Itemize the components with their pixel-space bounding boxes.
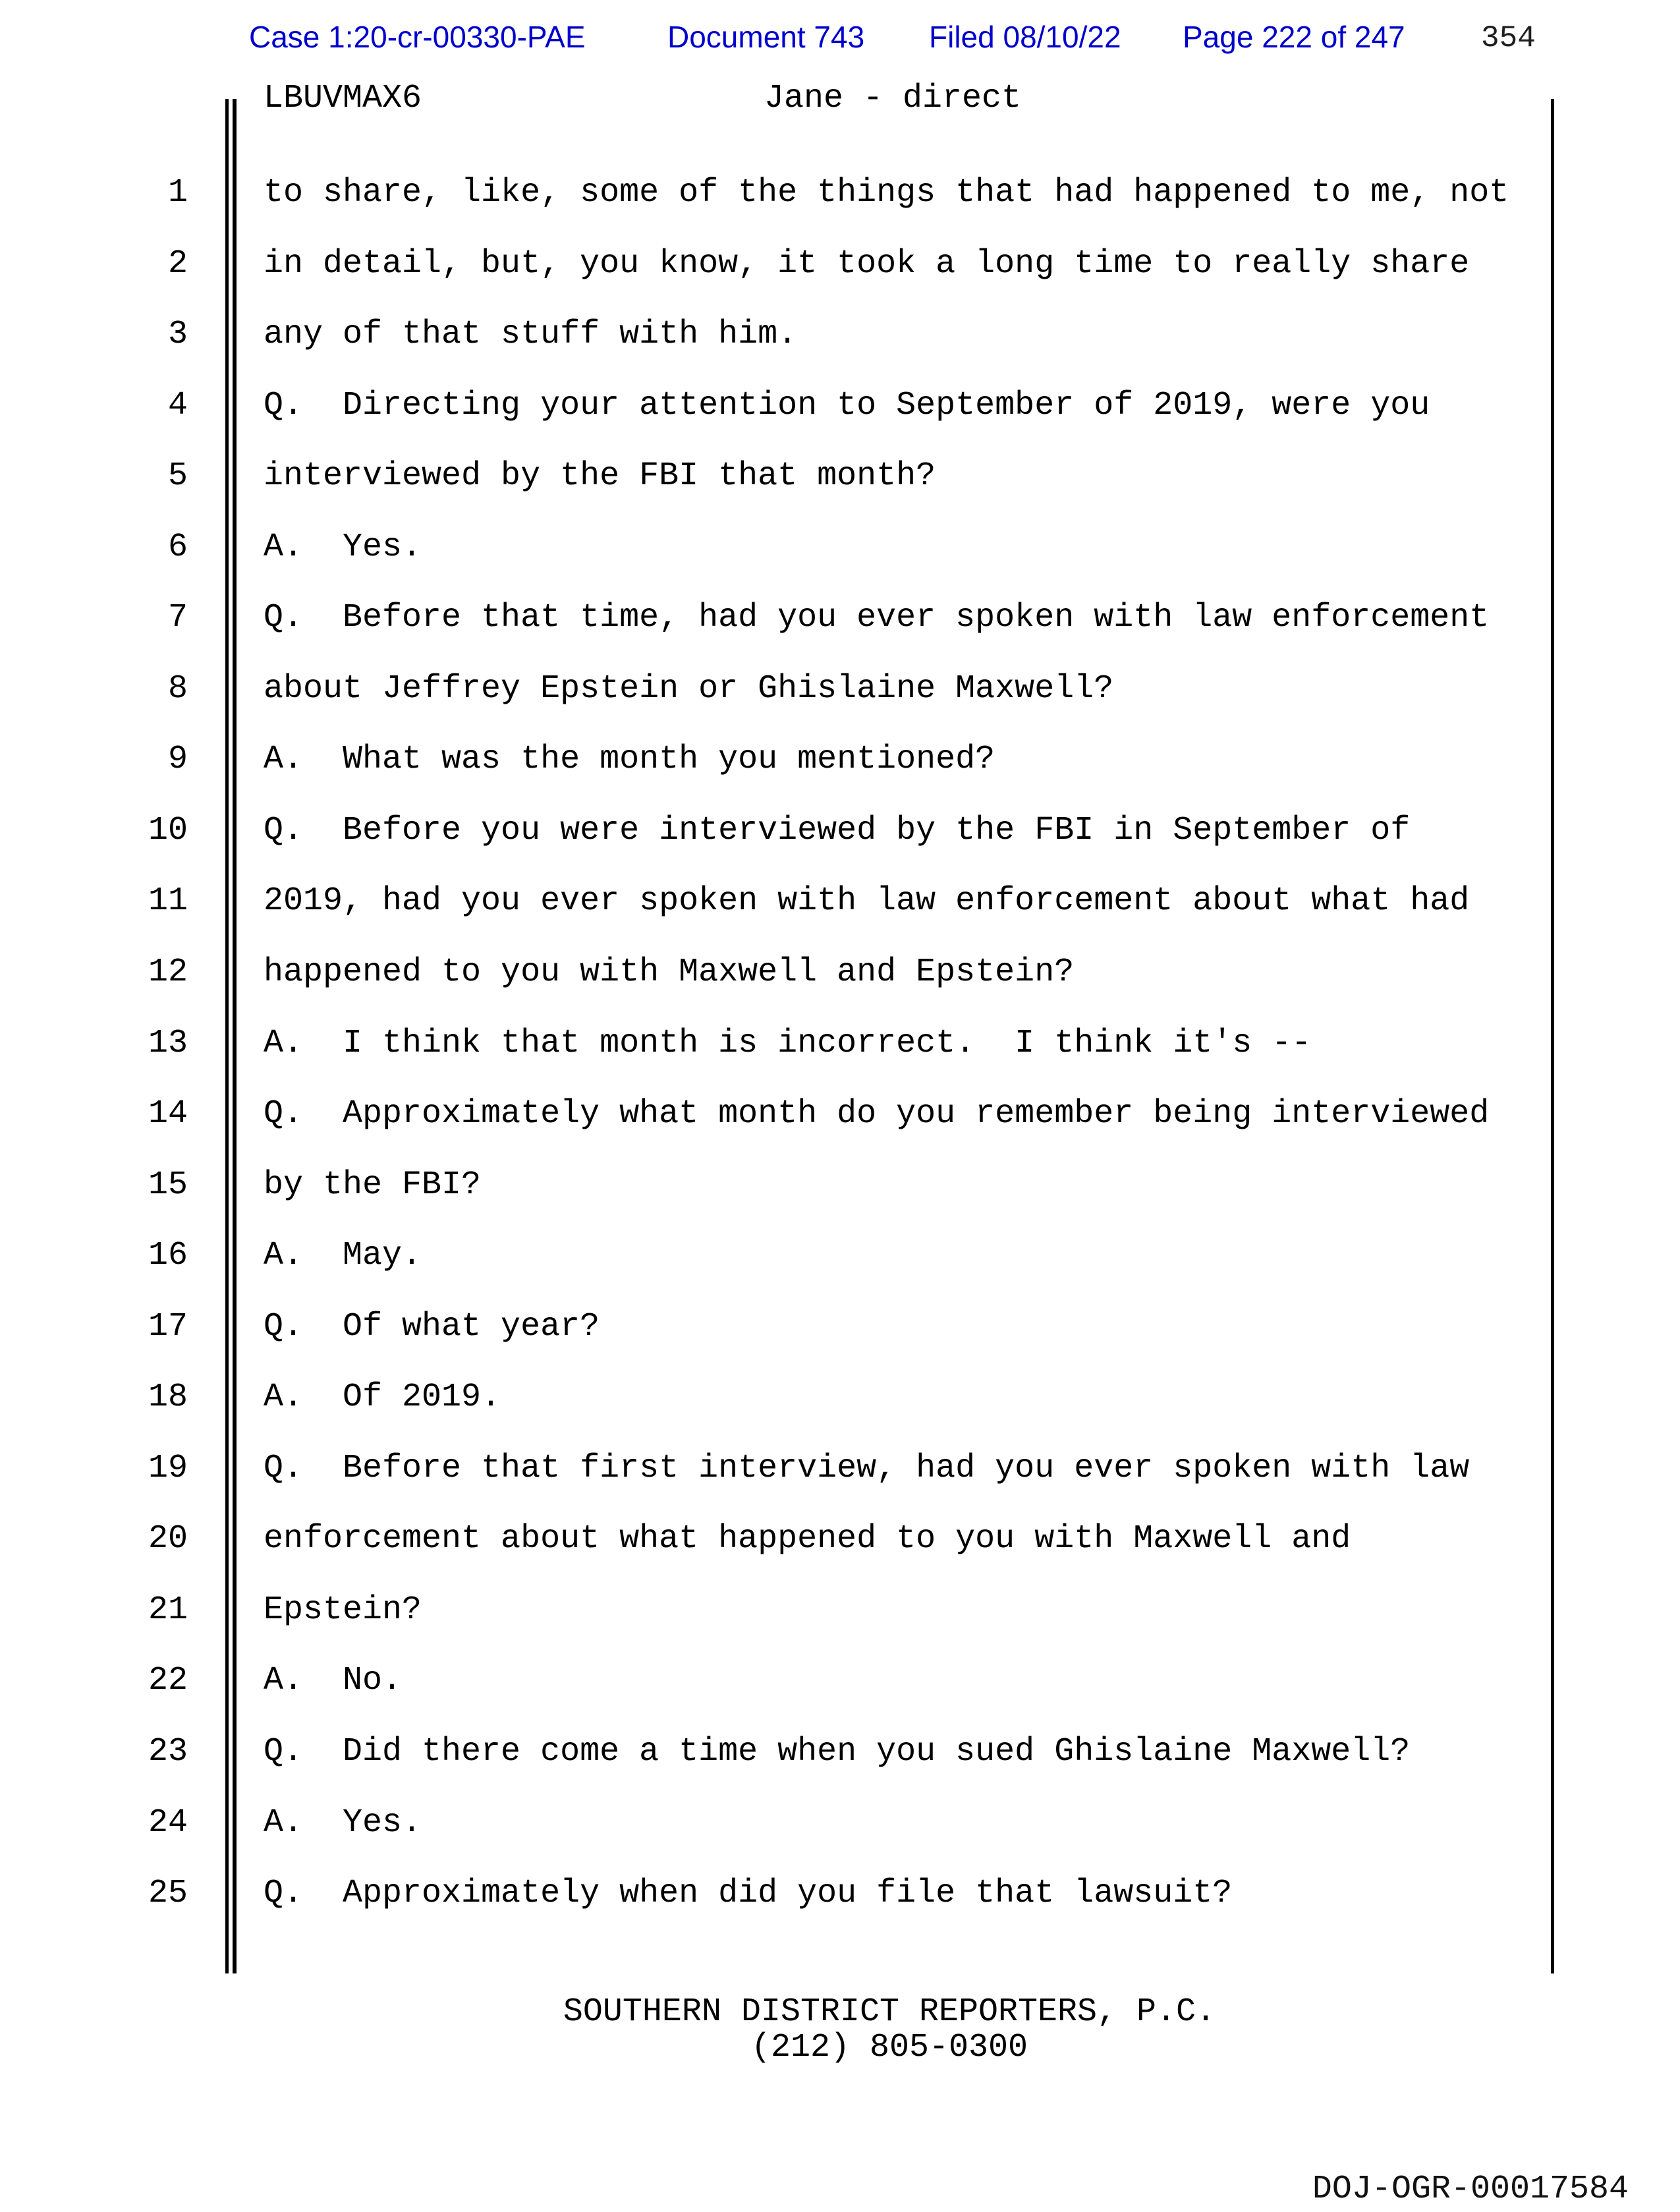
line-text: any of that stuff with him. [264,316,798,354]
bates-number: DOJ-OGR-00017584 [1312,2170,1629,2208]
line-text: A. I think that month is incorrect. I think it's -- [264,1024,1312,1062]
transcript-line [0,441,1680,512]
line-text: enforcement about what happened to you with Maxwell and [264,1520,1351,1558]
line-number: 19 [148,1449,188,1487]
line-number: 11 [148,882,188,921]
transcript-body [0,157,1680,1929]
line-number: 4 [167,386,188,424]
line-text: A. Yes. [264,528,422,566]
filed-date: Filed 08/10/22 [929,20,1121,54]
line-number: 1 [167,174,188,212]
transcript-line [0,1788,1680,1859]
line-text: Q. Did there come a time when you sued Ghislaine Maxwell? [264,1733,1411,1771]
line-text: A. May. [264,1237,422,1275]
transcript-line [0,1079,1680,1150]
line-number: 9 [167,741,188,779]
line-number: 22 [148,1662,188,1700]
line-text: 2019, had you ever spoken with law enforcement about what had [264,882,1470,921]
line-number: 25 [148,1875,188,1913]
transcript-line [0,1575,1680,1646]
transcript-line [0,654,1680,725]
line-text: happened to you with Maxwell and Epstein? [264,953,1075,992]
page-of-pages: Page 222 of 247 [1183,20,1405,54]
line-number: 17 [148,1307,188,1346]
line-text: Q. Before that first interview, had you ever spoken with law [264,1449,1470,1487]
line-text: Q. Approximately when did you file that lawsuit? [264,1875,1233,1913]
transcript-line [0,724,1680,795]
witness-heading: Jane - direct [764,80,1022,117]
transcript-line [0,229,1680,300]
line-number: 3 [167,316,188,354]
line-text: by the FBI? [264,1166,482,1204]
line-text: Q. Directing your attention to September of 2019, were you [264,386,1430,424]
line-number: 21 [148,1591,188,1629]
transcript-line [0,1858,1680,1929]
line-text: A. Yes. [264,1803,422,1842]
line-text: A. What was the month you mentioned? [264,741,995,779]
line-text: Q. Of what year? [264,1307,600,1346]
transcript-line [0,795,1680,866]
line-number: 6 [167,528,188,566]
line-number: 13 [148,1024,188,1062]
line-text: A. No. [264,1662,403,1700]
line-text: A. Of 2019. [264,1378,501,1417]
document-number: Document 743 [667,20,865,54]
transcript-line [0,1645,1680,1716]
line-text: about Jeffrey Epstein or Ghislaine Maxwell? [264,669,1114,708]
line-text: Q. Before you were interviewed by the FBI in September of [264,811,1411,849]
line-text: to share, like, some of the things that had happened to me, not [264,174,1509,212]
transcript-line [0,1008,1680,1079]
line-number: 8 [167,669,188,708]
line-text: in detail, but, you know, it took a long time to really share [264,244,1470,283]
case-number: Case 1:20-cr-00330-PAE [249,20,586,54]
transcript-line [0,299,1680,370]
line-text: Q. Approximately what month do you remember being interviewed [264,1095,1490,1133]
transcript-line [0,1716,1680,1788]
transcript-line [0,582,1680,654]
transcript-line [0,1291,1680,1363]
line-text: Q. Before that time, had you ever spoken with law enforcement [264,599,1490,637]
transcript-line [0,512,1680,583]
line-number: 20 [148,1520,188,1558]
reporter-name: SOUTHERN DISTRICT REPORTERS, P.C. [563,1993,1216,2031]
transcript-line [0,1362,1680,1433]
transcript-line [0,866,1680,937]
line-number: 16 [148,1237,188,1275]
session-code: LBUVMAX6 [264,80,422,117]
line-text: interviewed by the FBI that month? [264,457,936,496]
transcript-line [0,1220,1680,1291]
line-number: 18 [148,1378,188,1417]
line-number: 5 [167,457,188,496]
folio-number: 354 [1481,21,1536,55]
line-number: 10 [148,811,188,849]
line-number: 15 [148,1166,188,1204]
line-text: Epstein? [264,1591,422,1629]
line-number: 7 [167,599,188,637]
reporter-phone: (212) 805-0300 [750,2029,1028,2066]
transcript-line [0,1504,1680,1575]
transcript-line [0,157,1680,229]
transcript-line [0,370,1680,441]
transcript-line [0,937,1680,1008]
line-number: 2 [167,244,188,283]
line-number: 24 [148,1803,188,1842]
line-number: 23 [148,1733,188,1771]
line-number: 14 [148,1095,188,1133]
transcript-line [0,1150,1680,1221]
transcript-line [0,1433,1680,1504]
line-number: 12 [148,953,188,992]
